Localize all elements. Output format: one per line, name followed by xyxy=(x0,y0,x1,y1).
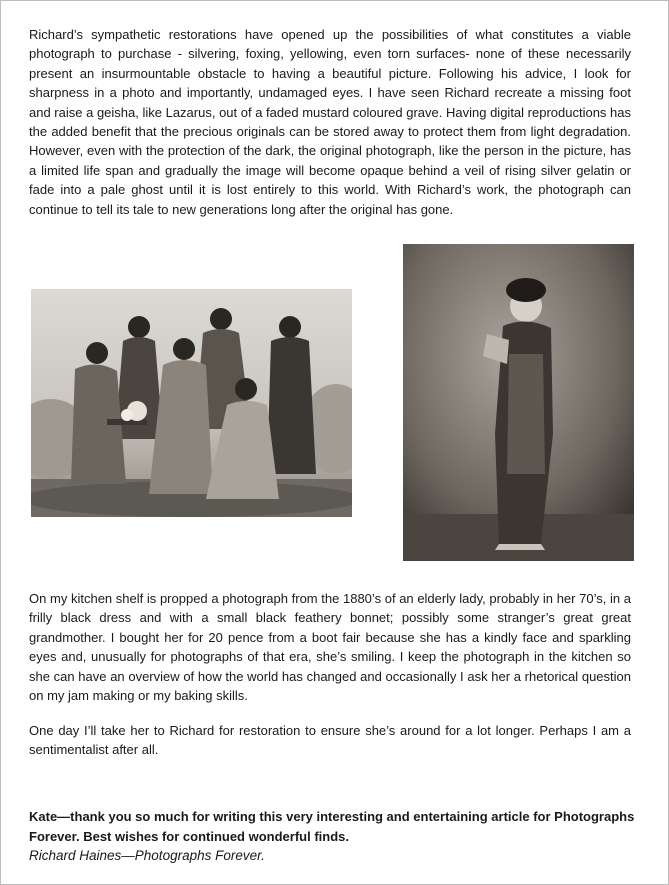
photo-group-of-women-in-kimono xyxy=(31,289,352,517)
photo-geisha-portrait xyxy=(403,244,634,561)
article-paragraph-kitchen-photo: On my kitchen shelf is propped a photograph from the 1880’s of an elderly lady, probably in her 70’s, in a frilly black dress and with a small black feathery bonnet; possibly some stranger’s great great grandmother. I bought her for 20 pence from a boot fair because she has a kindly face and sparkling eyes and, unusually for photographs of that era, she’s smiling. I keep the photograph in the kitchen so she can have an overview of how the world has changed and occasionally I ask her a rhetorical question on my jam making or my baking skills. xyxy=(29,591,631,704)
article-paragraph-restorations: Richard’s sympathetic restorations have opened up the possibilities of what constitutes a viable photograph to purchase - silvering, foxing, yellowing, even torn surfaces- none of these necessarily present an insurmountable obstacle to having a beautiful picture. Following his advice, I look for sharpness in a photo and importantly, undamaged eyes. I have seen Richard recreate a missing foot and raise a geisha, like Lazarus, out of a faded mustard coloured grave. Having digital reproductions has the added benefit that the precious originals can be stored away to protect them from light degradation. However, even with the protection of the dark, the original photograph, like the person in the picture, has a limited life span and gradually the image will become opaque behind a veil of rising silver gelatin or fade into a pale ghost until it is lost entirely to this world. With Richard’s work, the photograph can continue to tell its tale to new generations long after the original has gone. xyxy=(29,27,631,217)
closing-thanks: Kate—thank you so much for writing this very interesting and entertaining article for Photographs Forever. Best wishes for continued wonderful finds. xyxy=(29,809,635,844)
closing-signature: Richard Haines—Photographs Forever. xyxy=(29,848,265,863)
article-paragraph-sentimentalist: One day I’ll take her to Richard for restoration to ensure she’s around for a lot longer. Perhaps I am a sentimentalist after all. xyxy=(29,723,631,758)
